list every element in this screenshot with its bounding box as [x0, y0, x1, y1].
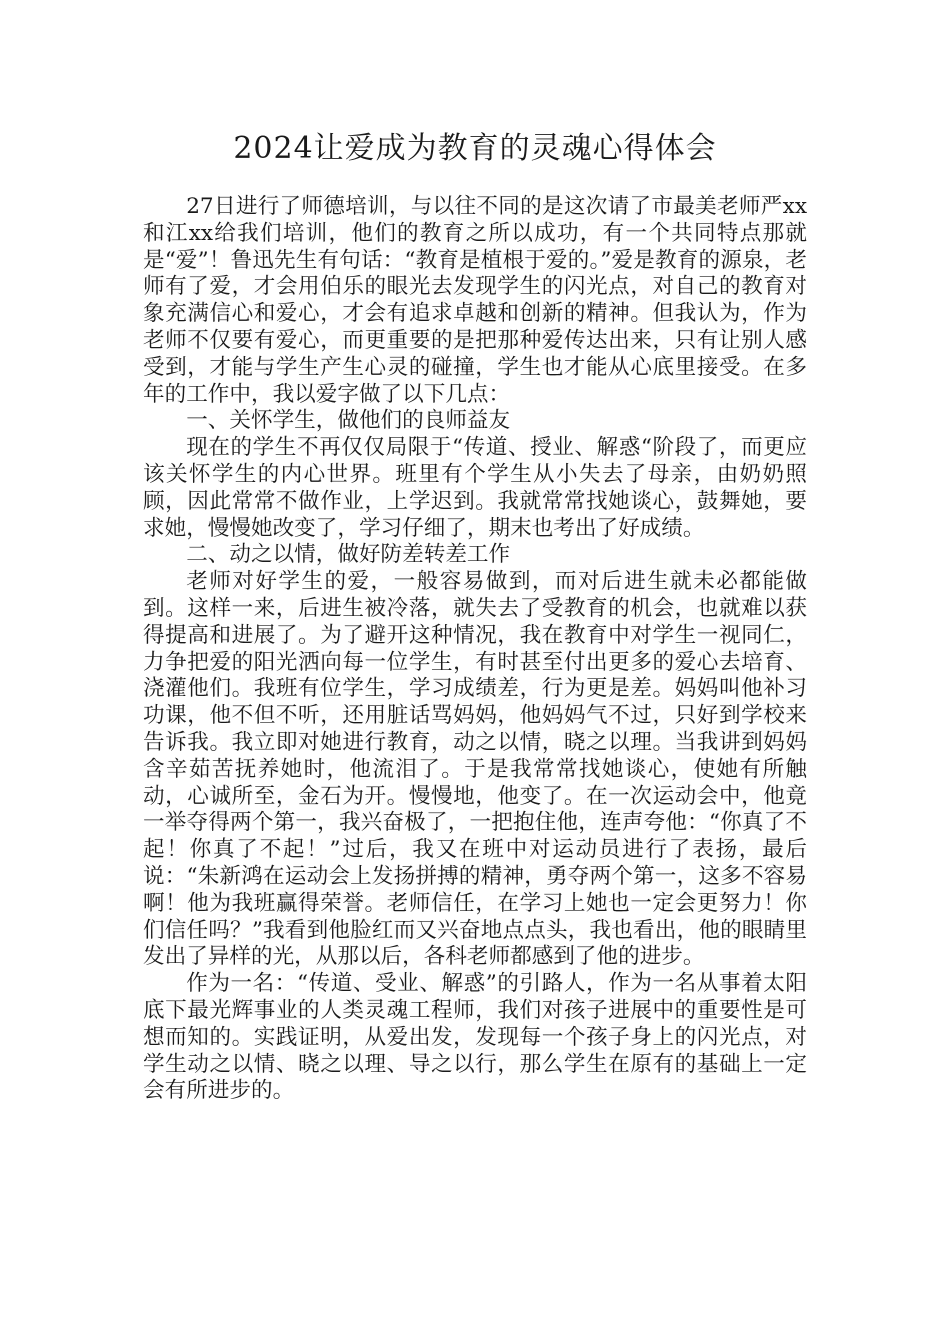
section-heading-1: 一、关怀学生，做他们的良师益友 — [186, 408, 511, 434]
document-body — [143, 194, 807, 1105]
paragraph-conclusion: 作为一名：“传道、受业、解惑”的引路人，作为一名从事着太阳底下最光辉事业的人类灵魂工程师，我们对孩子进展中的重要性是可想而知的。实践证明，从爱出发，发现每一个孩子身上的闪光点，对学生动之以情、晓之以理、导之以行，那么学生在原有的基础上一定会有所进步的。 — [143, 971, 807, 1104]
document-title: 2024让爱成为教育的灵魂心得体会 — [233, 131, 717, 166]
document-page — [143, 124, 807, 1105]
paragraph-intro: 27日进行了师德培训，与以往不同的是这次请了市最美老师严xx和江xx给我们培训，他们的教育之所以成功，有一个共同特点那就是“爱”！鲁迅先生有句话：“教育是植根于爱的。”爱是教育的源泉，老师有了爱，才会用伯乐的眼光去发现学生的闪光点，对自己的教育对象充满信心和爱心，才会有追求卓越和创新的精神。但我认为，作为老师不仅要有爱心，而更重要的是把那种爱传达出来，只有让别人感受到，才能与学生产生心灵的碰撞，学生也才能从心底里接受。在多年的工作中，我以爱字做了以下几点： — [143, 194, 807, 407]
paragraph-section-2: 老师对好学生的爱，一般容易做到，而对后进生就未必都能做到。这样一来，后进生被冷落，就失去了受教育的机会，也就难以获得提高和进展了。为了避开这种情况，我在教育中对学生一视同仁，力争把爱的阳光洒向每一位学生，有时甚至付出更多的爱心去培育、浇灌他们。我班有位学生，学习成绩差，行为更是差。妈妈叫他补习功课，他不但不听，还用脏话骂妈妈，他妈妈气不过，只好到学校来告诉我。我立即对她进行教育，动之以情，晓之以理。当我讲到妈妈含辛茹苦抚养她时，他流泪了。于是我常常找她谈心，使她有所触动，心诚所至，金石为开。慢慢地，他变了。在一次运动会中，他竟一举夺得两个第一，我兴奋极了，一把抱住他，连声夸他：“你真了不起！你真了不起！”过后，我又在班中对运动员进行了表扬，最后说：“朱新鸿在运动会上发扬拼搏的精神，勇夺两个第一，这多不容易啊！他为我班赢得荣誉。老师信任，在学习上她也一定会更努力！你们信任吗？”我看到他脸红而又兴奋地点点头，我也看出，他的眼睛里发出了异样的光，从那以后，各科老师都感到了他的进步。 — [143, 569, 807, 970]
paragraph-section-1: 现在的学生不再仅仅局限于“传道、授业、解惑“阶段了，而更应该关怀学生的内心世界。班里有个学生从小失去了母亲，由奶奶照顾，因此常常不做作业，上学迟到。我就常常找她谈心，鼓舞她，要求她，慢慢她改变了，学习仔细了，期末也考出了好成绩。 — [143, 435, 807, 541]
section-heading-2: 二、动之以情，做好防差转差工作 — [186, 542, 511, 568]
